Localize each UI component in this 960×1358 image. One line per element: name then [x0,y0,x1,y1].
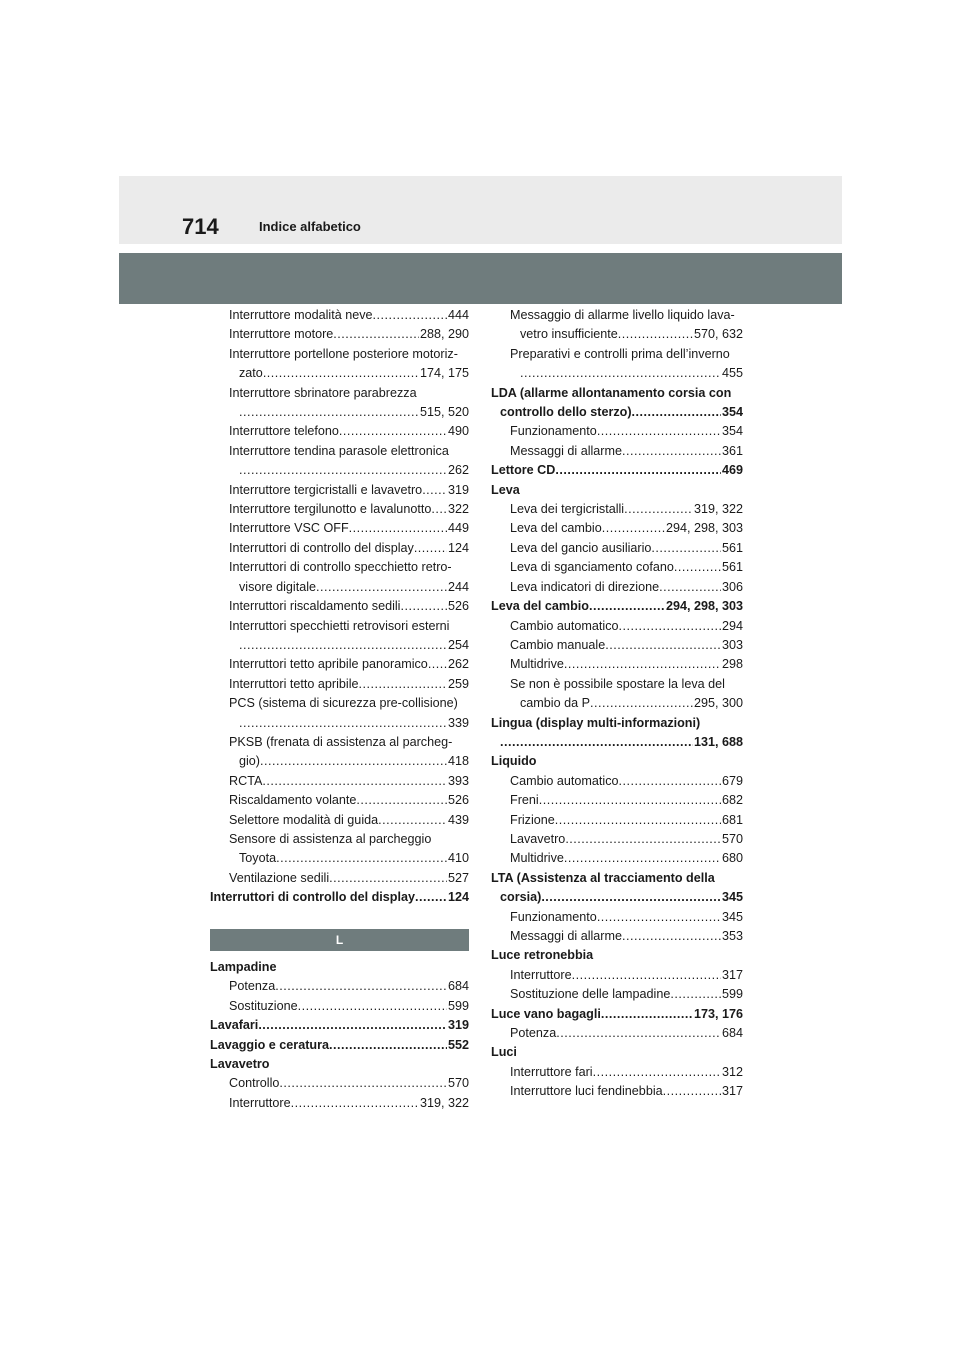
index-subentry [210,539,469,558]
entry-label: Leva del cambio [491,599,589,614]
entry-label: Interruttori tetto apribile [229,676,359,691]
dot-leader [619,772,721,791]
index-heading: Luce retronebbia [491,948,594,963]
index-column-left-l [210,958,469,1113]
entry-label: Leva di sganciamento cofano [510,560,674,575]
index-subentry-line: Interruttore tendina parasole elettronica [229,443,449,458]
index-entry [210,888,469,907]
entry-label: Cambio automatico [510,773,619,788]
dot-leader [590,694,693,713]
entry-label: Potenza [510,1026,557,1041]
page-reference: 526 [447,793,469,808]
entry-label: Leva indicatori di direzione [510,579,660,594]
page-reference: 312 [721,1064,743,1079]
dot-leader [597,908,721,927]
page-reference: 354 [721,405,743,420]
entry-label: Lavavetro [510,831,566,846]
index-subentry [491,655,743,674]
index-entry [491,597,743,616]
entry-label: Interruttore modalità neve [229,308,373,322]
dot-leader [564,655,721,674]
page-reference: 303 [721,637,743,652]
index-subentry [210,578,469,597]
entry-label: vetro insufficiente [520,327,618,342]
page-reference: 345 [721,909,743,924]
page-reference: 262 [447,463,469,478]
index-entry [210,1016,469,1035]
index-subentry [210,461,469,480]
index-subentry [491,617,743,636]
entry-label: visore digitale [239,579,317,594]
index-entry [491,461,743,480]
page-reference: 682 [721,793,743,808]
index-subentry [210,772,469,791]
page-reference: 319 [447,1018,469,1033]
entry-label: Ventilazione sedili [229,870,330,885]
index-subentry-line: Interruttori specchietti retrovisori esterni [229,618,450,633]
dot-leader [670,985,721,1004]
entry-label: cambio da P [520,696,591,711]
page-reference: 469 [721,463,743,478]
page-reference: 561 [721,540,743,555]
dot-leader [349,519,447,538]
index-subentry [210,714,469,733]
dot-leader [422,481,447,500]
dot-leader [258,1016,447,1035]
dot-leader [378,811,447,830]
index-subentry [210,655,469,674]
dot-leader [601,1005,693,1024]
entry-label: Sostituzione delle lampadine [510,987,671,1002]
index-subentry [491,539,743,558]
entry-label: Interruttori di controllo del display [210,890,416,905]
page-reference: 345 [721,890,743,905]
entry-label: Cambio automatico [510,618,619,633]
page-reference: 449 [447,521,469,536]
dot-leader [618,325,693,344]
index-subentry [491,558,743,577]
dot-leader [431,500,447,519]
page-reference: 317 [721,967,743,982]
entry-label: Interruttore luci fendinebbia [510,1084,663,1099]
index-subentry [491,694,743,713]
page-reference: 317 [721,1084,743,1099]
index-subentry [491,578,743,597]
index-subentry [491,500,743,519]
page-reference: 570 [447,1076,469,1091]
index-entry [491,888,743,907]
index-subentry [491,830,743,849]
dot-leader [593,1063,721,1082]
page-number: 714 [182,214,219,239]
index-heading: Leva [491,482,520,497]
entry-label: Interruttore tergilunotto e lavalunotto [229,502,432,517]
dot-leader [605,636,721,655]
dot-leader [373,306,447,325]
index-subentry [491,1063,743,1082]
dot-leader [415,888,447,907]
dot-leader [622,927,721,946]
index-subentry [210,869,469,888]
dot-leader [589,597,665,616]
index-heading: Liquido [491,754,537,769]
page-reference: 295, 300 [693,696,743,711]
page-reference: 418 [447,754,469,769]
dot-leader [602,519,665,538]
index-subentry-line: Messaggio di allarme livello liquido lava- [510,308,735,322]
index-subentry [210,752,469,771]
page-reference: 439 [447,812,469,827]
entry-label: Interruttore tergicristalli e lavavetro [229,482,423,497]
entry-label: Interruttore telefono [229,424,339,439]
dot-leader [276,849,447,868]
entry-label: corsia) [500,890,542,905]
dot-leader [428,655,447,674]
page-reference: 684 [721,1026,743,1041]
index-heading: Lavavetro [210,1057,270,1072]
index-heading: Lingua (display multi-informazioni) [491,715,701,730]
index-subentry [210,675,469,694]
page-reference: 244 [447,579,469,594]
page-reference: 410 [447,851,469,866]
header-band [119,176,842,244]
page-reference: 124 [447,890,469,905]
page-reference: 339 [447,715,469,730]
entry-label: gio) [239,754,260,769]
index-subentry [210,1094,469,1113]
index-subentry [210,849,469,868]
dot-leader [597,422,721,441]
dot-leader [239,714,447,733]
entry-label: Interruttori riscaldamento sedili [229,599,401,614]
page-reference: 515, 520 [419,405,469,420]
page-reference: 526 [447,599,469,614]
index-heading: LDA (allarme allontanamento corsia con [491,385,732,400]
entry-label: Leva del cambio [510,521,602,536]
entry-label: Toyota [239,851,277,866]
page-reference: 124 [447,540,469,555]
dot-leader [262,772,447,791]
dot-leader [263,364,419,383]
page-reference: 262 [447,657,469,672]
page-reference: 294 [721,618,743,633]
index-column-left [210,306,469,908]
index-subentry-line: Preparativi e controlli prima dell’inverno [510,346,730,361]
index-subentry [491,364,743,383]
dot-leader [260,752,447,771]
page-reference: 684 [447,979,469,994]
entry-label: Leva dei tergicristalli [510,502,625,517]
index-subentry-line: Sensore di assistenza al parcheggio [229,831,432,846]
page-reference: 131, 688 [693,734,743,749]
index-heading: Lampadine [210,960,277,974]
dot-leader [275,977,447,996]
page-reference: 561 [721,560,743,575]
page-reference: 361 [721,443,743,458]
index-subentry [210,636,469,655]
page-reference: 552 [447,1037,469,1052]
entry-label: Interruttore fari [510,1064,593,1079]
entry-label: Interruttore [229,1095,291,1110]
entry-label: Interruttori di controllo del display [229,540,414,555]
dot-leader [556,1024,721,1043]
entry-label: Interruttore motore [229,327,334,342]
index-subentry [210,403,469,422]
index-subentry [210,500,469,519]
index-subentry [491,791,743,810]
index-subentry-line: Se non è possibile spostare la leva del [510,676,725,691]
page-reference: 353 [721,929,743,943]
entry-label: Lavafari [210,1018,259,1033]
page-reference: 298 [721,657,743,672]
index-subentry [491,927,743,946]
index-subentry [210,364,469,383]
dot-leader [239,403,419,422]
page-reference: 490 [447,424,469,439]
entry-label: Messaggi di allarme [510,443,622,458]
index-entry [491,733,743,752]
index-entry [491,1005,743,1024]
dot-leader [539,791,721,810]
dot-leader [565,830,721,849]
dot-leader [356,791,447,810]
entry-label: controllo dello sterzo) [500,405,632,420]
entry-label: Interruttori tetto apribile panoramico [229,657,428,672]
index-subentry [210,997,469,1016]
index-subentry [491,1082,743,1101]
page-reference: 306 [721,579,743,594]
dot-leader [632,403,721,422]
index-heading: Luci [491,1045,517,1060]
section-banner [119,253,842,304]
index-column-right [491,306,743,1102]
entry-label: Multidrive [510,657,564,672]
index-subentry [210,597,469,616]
entry-label: Interruttore [510,967,572,982]
entry-label: Selettore modalità di guida [229,812,379,827]
dot-leader [555,811,721,830]
entry-label: Controllo [229,1076,280,1091]
dot-leader [500,733,693,752]
index-subentry [491,519,743,538]
entry-label: Sostituzione [229,998,298,1013]
dot-leader [359,675,447,694]
index-subentry [491,985,743,1004]
page-reference: 679 [721,773,743,788]
dot-leader [541,888,721,907]
entry-label: Cambio manuale [510,637,606,652]
entry-label: RCTA [229,773,263,788]
page-reference: 527 [447,870,469,885]
dot-leader [659,578,721,597]
dot-leader [298,997,447,1016]
section-letter-bar: L [210,929,469,951]
page-reference: 455 [721,366,743,381]
entry-label: Riscaldamento volante [229,793,357,808]
index-subentry [210,519,469,538]
page-reference: 570 [721,831,743,846]
dot-leader [520,364,721,383]
index-subentry [210,977,469,996]
page-reference: 393 [447,773,469,788]
dot-leader [239,636,447,655]
entry-label: Potenza [229,979,276,994]
page-reference: 599 [721,987,743,1002]
index-entry [491,403,743,422]
entry-label: Lettore CD [491,463,556,478]
entry-label: Interruttore VSC OFF [229,521,349,536]
dot-leader [622,442,721,461]
dot-leader [279,1074,447,1093]
index-subentry [491,442,743,461]
index-subentry-line: PKSB (frenata di assistenza al parcheg- [229,734,453,749]
index-subentry [491,636,743,655]
index-subentry [210,422,469,441]
dot-leader [291,1094,419,1113]
entry-label: Leva del gancio ausiliario [510,540,652,555]
index-subentry [491,772,743,791]
entry-label: Luce vano bagagli [491,1006,601,1021]
index-subentry [210,811,469,830]
index-subentry [491,811,743,830]
page-reference: 680 [721,851,743,866]
index-subentry [210,306,469,325]
running-head-title: Indice alfabetico [259,219,361,234]
page-reference: 681 [721,812,743,827]
index-subentry [210,481,469,500]
page-reference: 319 [447,482,469,497]
index-subentry-line: Interruttore sbrinatore parabrezza [229,385,417,400]
index-heading: LTA (Assistenza al tracciamento della [491,870,715,885]
page-reference: 354 [721,424,743,439]
index-subentry-line: Interruttore portellone posteriore motoriz- [229,346,458,361]
index-subentry [210,1074,469,1093]
entry-label: Messaggi di allarme [510,929,622,943]
dot-leader [564,849,721,868]
dot-leader [619,617,721,636]
dot-leader [674,558,721,577]
index-subentry-line: Interruttori di controllo specchietto retro- [229,560,452,575]
index-subentry [210,791,469,810]
index-subentry [491,325,743,344]
page-reference: 599 [447,998,469,1013]
dot-leader [663,1082,721,1101]
page-reference: 294, 298, 303 [665,521,743,536]
dot-leader [333,325,419,344]
page-reference: 319, 322 [693,502,743,517]
page-reference: 444 [447,308,469,322]
entry-label: Lavaggio e ceratura [210,1037,329,1052]
dot-leader [339,422,447,441]
entry-label: zato [239,366,263,381]
entry-label: Freni [510,793,539,808]
index-subentry-line: PCS (sistema di sicurezza pre-collisione) [229,696,458,711]
page-reference: 319, 322 [419,1095,469,1110]
dot-leader [624,500,693,519]
page-reference: 322 [447,502,469,517]
page-reference: 570, 632 [693,327,743,342]
index-subentry [491,966,743,985]
dot-leader [316,578,447,597]
entry-label: Frizione [510,812,555,827]
index-subentry [491,1024,743,1043]
dot-leader [239,461,447,480]
page-reference: 294, 298, 303 [665,599,743,614]
page-reference: 259 [447,676,469,691]
page-reference: 174, 175 [419,366,469,381]
dot-leader [555,461,721,480]
index-subentry [491,422,743,441]
dot-leader [651,539,721,558]
index-subentry [491,908,743,927]
index-subentry [491,849,743,868]
page-reference: 288, 290 [419,327,469,342]
dot-leader [414,539,447,558]
dot-leader [329,1036,447,1055]
dot-leader [572,966,721,985]
dot-leader [401,597,447,616]
index-subentry [210,325,469,344]
index-entry [210,1036,469,1055]
entry-label: Funzionamento [510,909,597,924]
entry-label: Multidrive [510,851,564,866]
page-reference: 173, 176 [693,1006,743,1021]
dot-leader [329,869,447,888]
entry-label: Funzionamento [510,424,597,439]
page-reference: 254 [447,637,469,652]
